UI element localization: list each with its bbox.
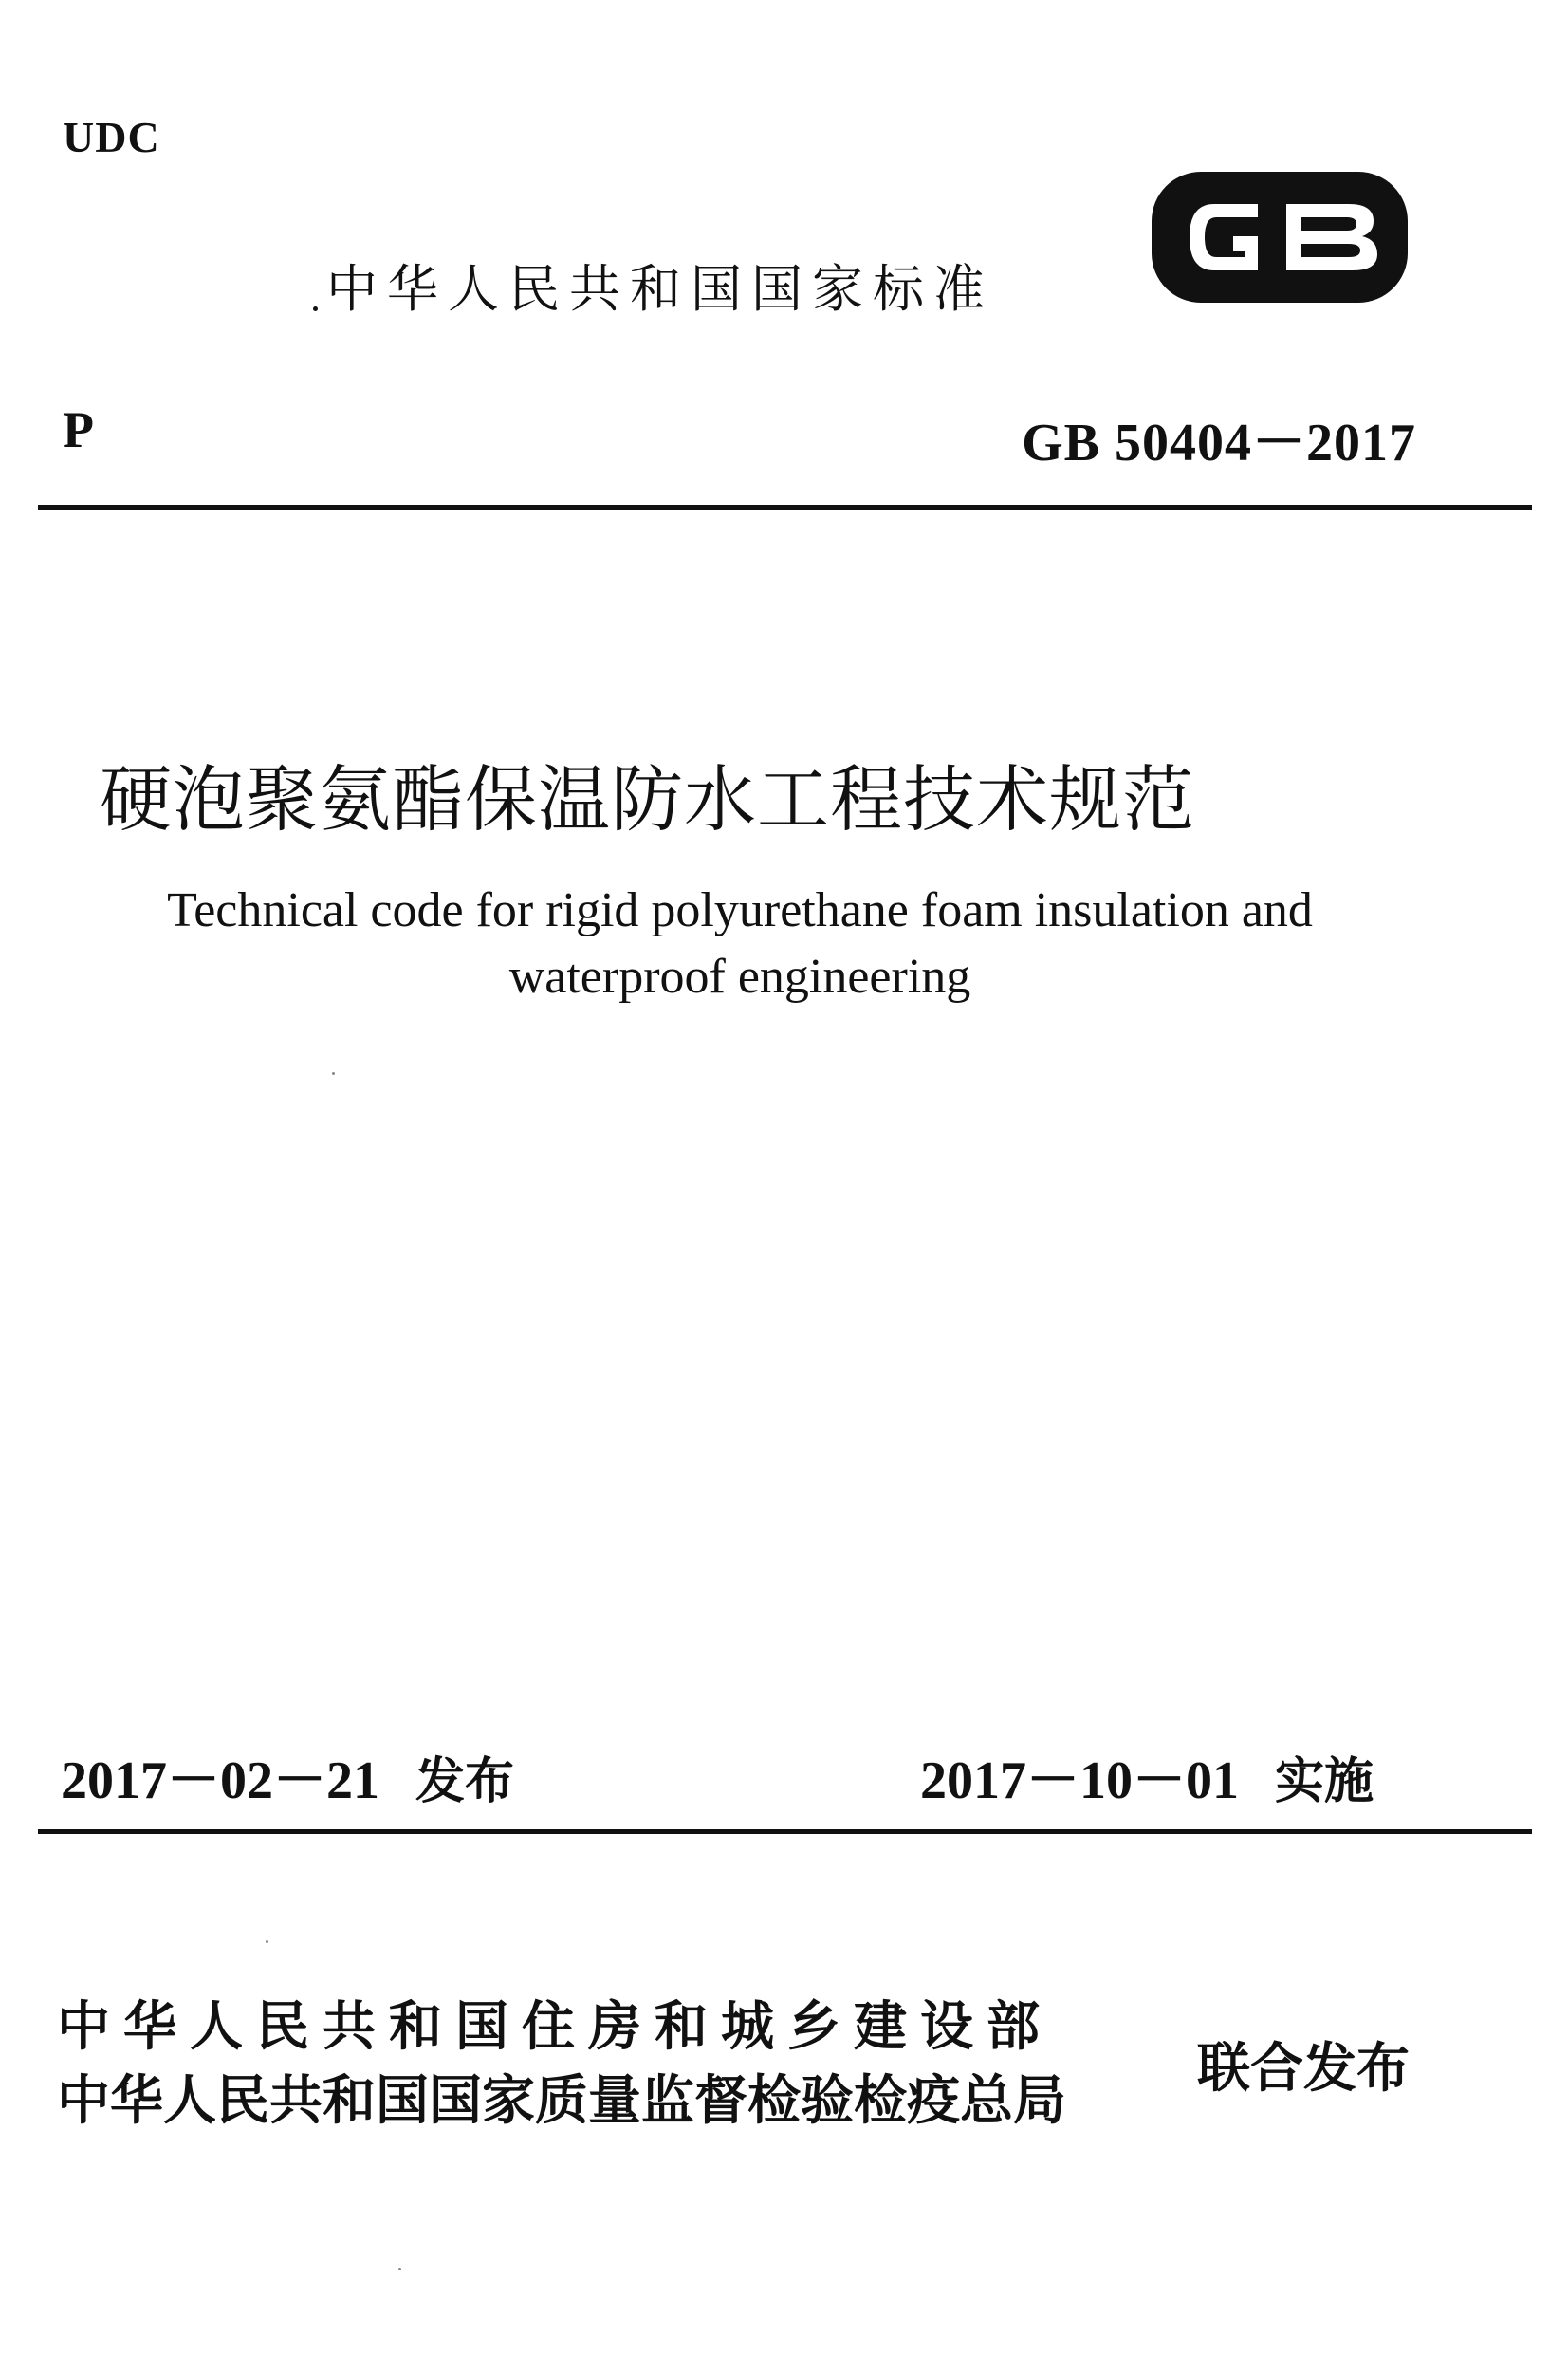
issuer-ministry: 中华人民共和国住房和城乡建设部 (57, 1996, 1053, 2058)
effective-label: 实施 (1275, 1753, 1374, 1810)
title-english (0, 878, 1480, 1010)
decorative-dot (313, 306, 318, 311)
effective-date: 2017－10－01 (920, 1751, 1239, 1810)
issuing-authorities (57, 1991, 1066, 2139)
top-divider (38, 505, 1532, 510)
scan-speck (266, 1940, 268, 1943)
scan-speck (332, 1072, 335, 1075)
title-english-line-1: Technical code for rigid polyurethane foam insulation and (167, 883, 1313, 937)
scan-speck (398, 2268, 401, 2270)
issue-date-block (61, 1738, 514, 1814)
joint-issue-label: 联合发布 (1197, 2038, 1410, 2100)
gb-logo-b (1286, 204, 1377, 270)
udc-label: UDC (63, 113, 160, 161)
standard-number: GB 50404－2017 (1022, 414, 1416, 472)
issue-date: 2017－02－21 (61, 1751, 379, 1810)
effective-date-block (920, 1738, 1374, 1814)
national-standard-heading: 中华人民共和国国家标准 (326, 259, 994, 319)
issue-label: 发布 (415, 1753, 515, 1810)
category-code: P (63, 401, 94, 458)
title-chinese: 硬泡聚氨酯保温防水工程技术规范 (100, 757, 1195, 842)
bottom-divider (38, 1829, 1532, 1834)
title-english-line-2: waterproof engineering (508, 950, 971, 1004)
issuer-aqsiq: 中华人民共和国国家质量监督检验检疫总局 (57, 2070, 1066, 2132)
gb-logo-icon (1146, 166, 1417, 308)
